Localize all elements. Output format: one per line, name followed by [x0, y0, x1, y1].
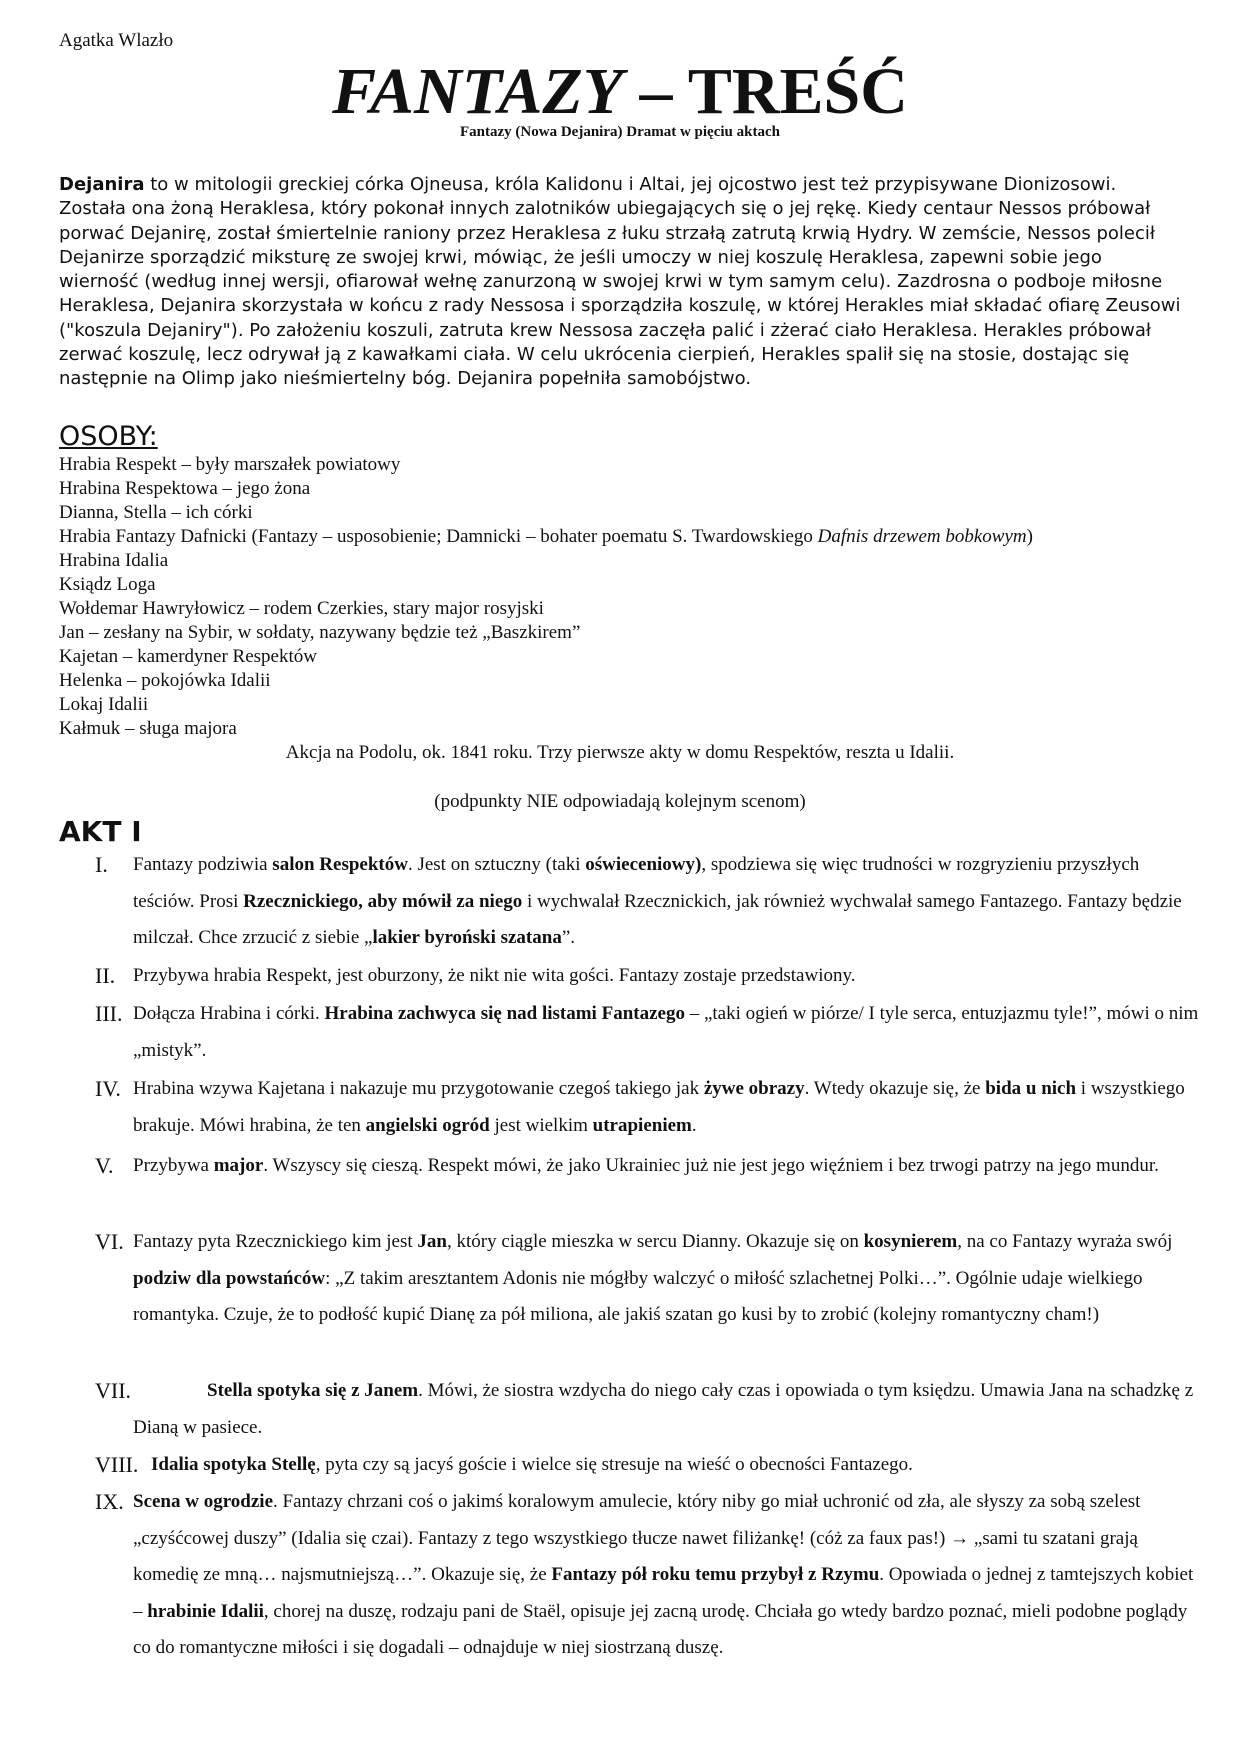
cast-item: Lokaj Idalii [59, 694, 149, 715]
scene-number: VIII. [95, 1452, 139, 1477]
scene-text-run: Przybywa hrabia Respekt, jest oburzony, że nikt nie wita gości. Fantazy zostaje przedstawiony. [133, 965, 856, 986]
scene-item [59, 1447, 1199, 1484]
scene-text-bold: oświeceniowy) [585, 854, 702, 875]
intro-lead: Dejanira [59, 174, 145, 195]
setting-line: Akcja na Podolu, ok. 1841 roku. Trzy pierwsze akty w domu Respektów, reszta u Idalii. [285, 742, 955, 763]
scene-text-run: Hrabina wzywa Kajetana i nakazuje mu przygotowanie czegoś takiego jak [133, 1078, 704, 1099]
scene-item [59, 1224, 1199, 1334]
scene-text-bold: Idalia spotyka Stellę [151, 1454, 316, 1475]
scene-number: I. [95, 852, 108, 877]
cast-item: Hrabia Respekt – były marszałek powiatowy [59, 454, 401, 475]
scene-number: III. [95, 1001, 123, 1026]
scene-text-bold: Scena w ogrodzie [133, 1491, 274, 1512]
scene-text-run: Przybywa [133, 1155, 214, 1176]
scene-text-run: jest wielkim [489, 1114, 593, 1136]
scene-text-run: , pyta czy są jacyś goście i wielce się stresuje na wieść o obecności Fantazego. [315, 1454, 913, 1475]
scene-text-run: , na co Fantazy wyraża swój [957, 1231, 1173, 1252]
intro-paragraph [59, 173, 1181, 392]
scene-number: II. [95, 963, 116, 988]
cast-list [59, 453, 1209, 741]
scene-text [133, 1148, 1199, 1185]
cast-item: Hrabina Idalia [59, 550, 169, 571]
cast-item: Wołdemar Hawryłowicz – rodem Czerkies, stary major rosyjski [59, 598, 544, 619]
cast-item: Helenka – pokojówka Idalii [59, 670, 271, 691]
document-title [0, 52, 1240, 132]
scene-text-bold: żywe obrazy [703, 1078, 805, 1099]
scene-text-run: . Opowiada o jednej z tamtejszych kobiet – [133, 1564, 1194, 1622]
title-rest: – TREŚĆ [623, 55, 908, 128]
scene-text-run: i wszystkiego brakuje. Mówi hrabina, że ten [133, 1078, 1185, 1136]
title-italic: FANTAZY [332, 55, 624, 128]
scene-text [133, 1224, 1199, 1334]
scene-item [59, 996, 1199, 1069]
cast-item: Kałmuk – sługa majora [59, 718, 237, 739]
scene-text-run: . [691, 1114, 697, 1136]
scene-item [59, 1484, 1199, 1667]
scene-text-run: , który ciągle mieszka w sercu Dianny. Okazuje się on [446, 1231, 864, 1252]
cast-item-close: ) [1026, 526, 1033, 547]
scene-text [133, 847, 1199, 957]
scene-number: VII. [95, 1378, 132, 1403]
scene-text-bold: Fantazy pół roku temu przybył z Rzymu [551, 1564, 880, 1585]
cast-item-text: Hrabia Fantazy Dafnicki (Fantazy – usposobienie; Damnicki – bohater poematu S. Twardowskiego [59, 526, 818, 547]
scene-text [133, 958, 1199, 995]
scene-text-run: Fantazy pyta Rzecznickiego kim jest [133, 1231, 418, 1252]
scene-text [133, 1071, 1199, 1144]
scene-text-bold: utrapieniem [592, 1114, 692, 1136]
scene-text-bold: angielski ogród [365, 1114, 490, 1136]
cast-item [59, 525, 1209, 549]
scene-text-run: . Mówi, że siostra wzdycha do niego cały czas i opowiada o tym księdzu. Umawia Jana na schadzkę z Dianą w pasiece. [133, 1380, 1194, 1438]
note-line: (podpunkty NIE odpowiadają kolejnym scenom) [434, 791, 806, 812]
scene-text-run: . Wszyscy się cieszą. Respekt mówi, że jako Ukrainiec już nie jest jego więźniem i bez trwogi patrzy na jego mundur. [263, 1155, 1159, 1176]
cast-item: Ksiądz Loga [59, 574, 156, 595]
cast-item: Hrabina Respektowa – jego żona [59, 478, 311, 499]
act-heading: AKT I [59, 815, 142, 848]
cast-item: Kajetan – kamerdyner Respektów [59, 646, 317, 667]
cast-item-work-title: Dafnis drzewem bobkowym [817, 526, 1027, 547]
cast-heading: OSOBY: [59, 421, 158, 452]
scene-text-bold: hrabinie Idalii [147, 1600, 264, 1622]
scene-text-run: , chorej na duszę, rodzaju pani de Staël, opisuje jej zacną urodę. Chciała go wtedy bardzo poznać, mieli podobne poglądy co do romantyczne miłości i się dogadali – odnajduje w niej siostrzaną duszę. [133, 1600, 1188, 1658]
scene-item [59, 1071, 1199, 1144]
scene-text-run: ”. [561, 927, 576, 948]
scene-text-bold: major [213, 1155, 264, 1176]
scene-text [133, 1484, 1199, 1667]
scene-text-run: Dołącza Hrabina i córki. [133, 1003, 325, 1024]
scene-number: VI. [95, 1229, 124, 1254]
scene-item [59, 1148, 1199, 1185]
scene-text-bold: Stella spotyka się z Janem [207, 1380, 419, 1401]
scene-text-bold: Hrabina zachwyca się nad listami Fantazego [324, 1003, 685, 1024]
scene-text-run: . Wtedy okazuje się, że [804, 1078, 986, 1099]
scene-text-bold: bida u nich [985, 1078, 1077, 1099]
author-name: Agatka Wlazło [59, 30, 174, 51]
scene-text-bold: podziw dla powstańców [133, 1267, 326, 1289]
scene-text-bold: Jan [417, 1231, 447, 1252]
scene-number: V. [95, 1153, 114, 1178]
cast-item: Dianna, Stella – ich córki [59, 502, 253, 523]
scene-item [59, 958, 1199, 995]
intro-body: to w mitologii greckiej córka Ojneusa, króla Kalidonu i Altai, jej ojcostwo jest też przypisywane Dionizosowi. Została ona żoną Heraklesa, który pokonał innych zalotników ubiegających się o jej rękę. Kiedy centaur Nessos próbował porwać Dejanirę, został śmiertelnie raniony przez Heraklesa z łuku strzałą zatrutą krwią Hydry. W zemście, Nessos polecił Dejanirze sporządzić miksturę ze swojej krwi, mówiąc, że jeśli umoczy w niej koszulę Heraklesa, zapewni sobie jego wierność (według innej wersji, ofiarował wełnę zanurzoną w swojej krwi w tym samym celu). Zazdrosna o podboje miłosne Heraklesa, Dejanira skorzystała w końcu z rady Nessosa i sporządziła koszulę, w której Herakles miał składać ofiarę Zeusowi ("koszula Dejaniry"). Po założeniu koszuli, zatruta krew Nessosa zaczęła palić i zżerać ciało Heraklesa. Herakles próbował zerwać koszulę, lecz odrywał ją z kawałkami ciała. W celu ukrócenia cierpień, Herakles spalił się na stosie, dostając się następnie na Olimp jako nieśmiertelny bóg. Dejanira popełniła samobójstwo. [59, 174, 1181, 390]
scene-text [133, 1373, 1199, 1446]
scene-text-run: , spodziewa się więc trudności w rozgryzieniu przyszłych teściów. Prosi [133, 854, 1140, 912]
scene-text-run: – „taki ogień w piórze/ I tyle serca, entuzjazmu tyle!”, mówi o nim „mistyk”. [133, 1003, 1199, 1061]
scene-text-bold: Rzecznickiego, aby mówił za niego [243, 890, 523, 912]
scene-text-run: : „Z takim aresztantem Adonis nie mógłby walczyć o miłość szlachetnej Polki…”. Ogólnie udaje wielkiego romantyka. Czuje, że to podłość kupić Dianę za pół miliona, ale jakiś szatan go kusi by to zrobić (kolejny romantyczny cham!) [133, 1267, 1143, 1325]
scene-text [151, 1447, 1199, 1484]
scene-text [133, 996, 1199, 1069]
scene-item [59, 1373, 1199, 1446]
scene-text-bold: kosynierem [863, 1231, 958, 1252]
cast-item: Jan – zesłany na Sybir, w sołdaty, nazywany będzie też „Baszkirem” [59, 622, 581, 643]
scene-text-run: Fantazy podziwia [133, 854, 273, 875]
scene-number: IX. [95, 1489, 124, 1514]
scene-number: IV. [95, 1076, 121, 1101]
document-subtitle: Fantazy (Nowa Dejanira) Dramat w pięciu aktach [460, 124, 780, 140]
scene-text-run: . Fantazy chrzani coś o jakimś koralowym amulecie, który niby go miał uchronić od zła, ale słyszy za sobą szelest „czyśćcowej duszy” (Idalia się czai). Fantazy z tego wszystkiego tłucze nawet filiżankę! (cóż za faux pas!) → „sami tu szatani grają komedię ze mną… najsmutniejszą…”. Okazuje się, że [133, 1491, 1141, 1585]
scene-text-run: i wychwalał Rzecznickich, jak również wychwalał samego Fantazego. Fantazy będzie milczał. Chce zrzucić z siebie „ [133, 890, 1182, 948]
scene-text-run: . Jest on sztuczny (taki [407, 854, 586, 875]
scene-item [59, 847, 1199, 957]
scene-text-bold: lakier byroński szatana [372, 927, 562, 948]
scene-text-bold: salon Respektów [272, 854, 408, 875]
